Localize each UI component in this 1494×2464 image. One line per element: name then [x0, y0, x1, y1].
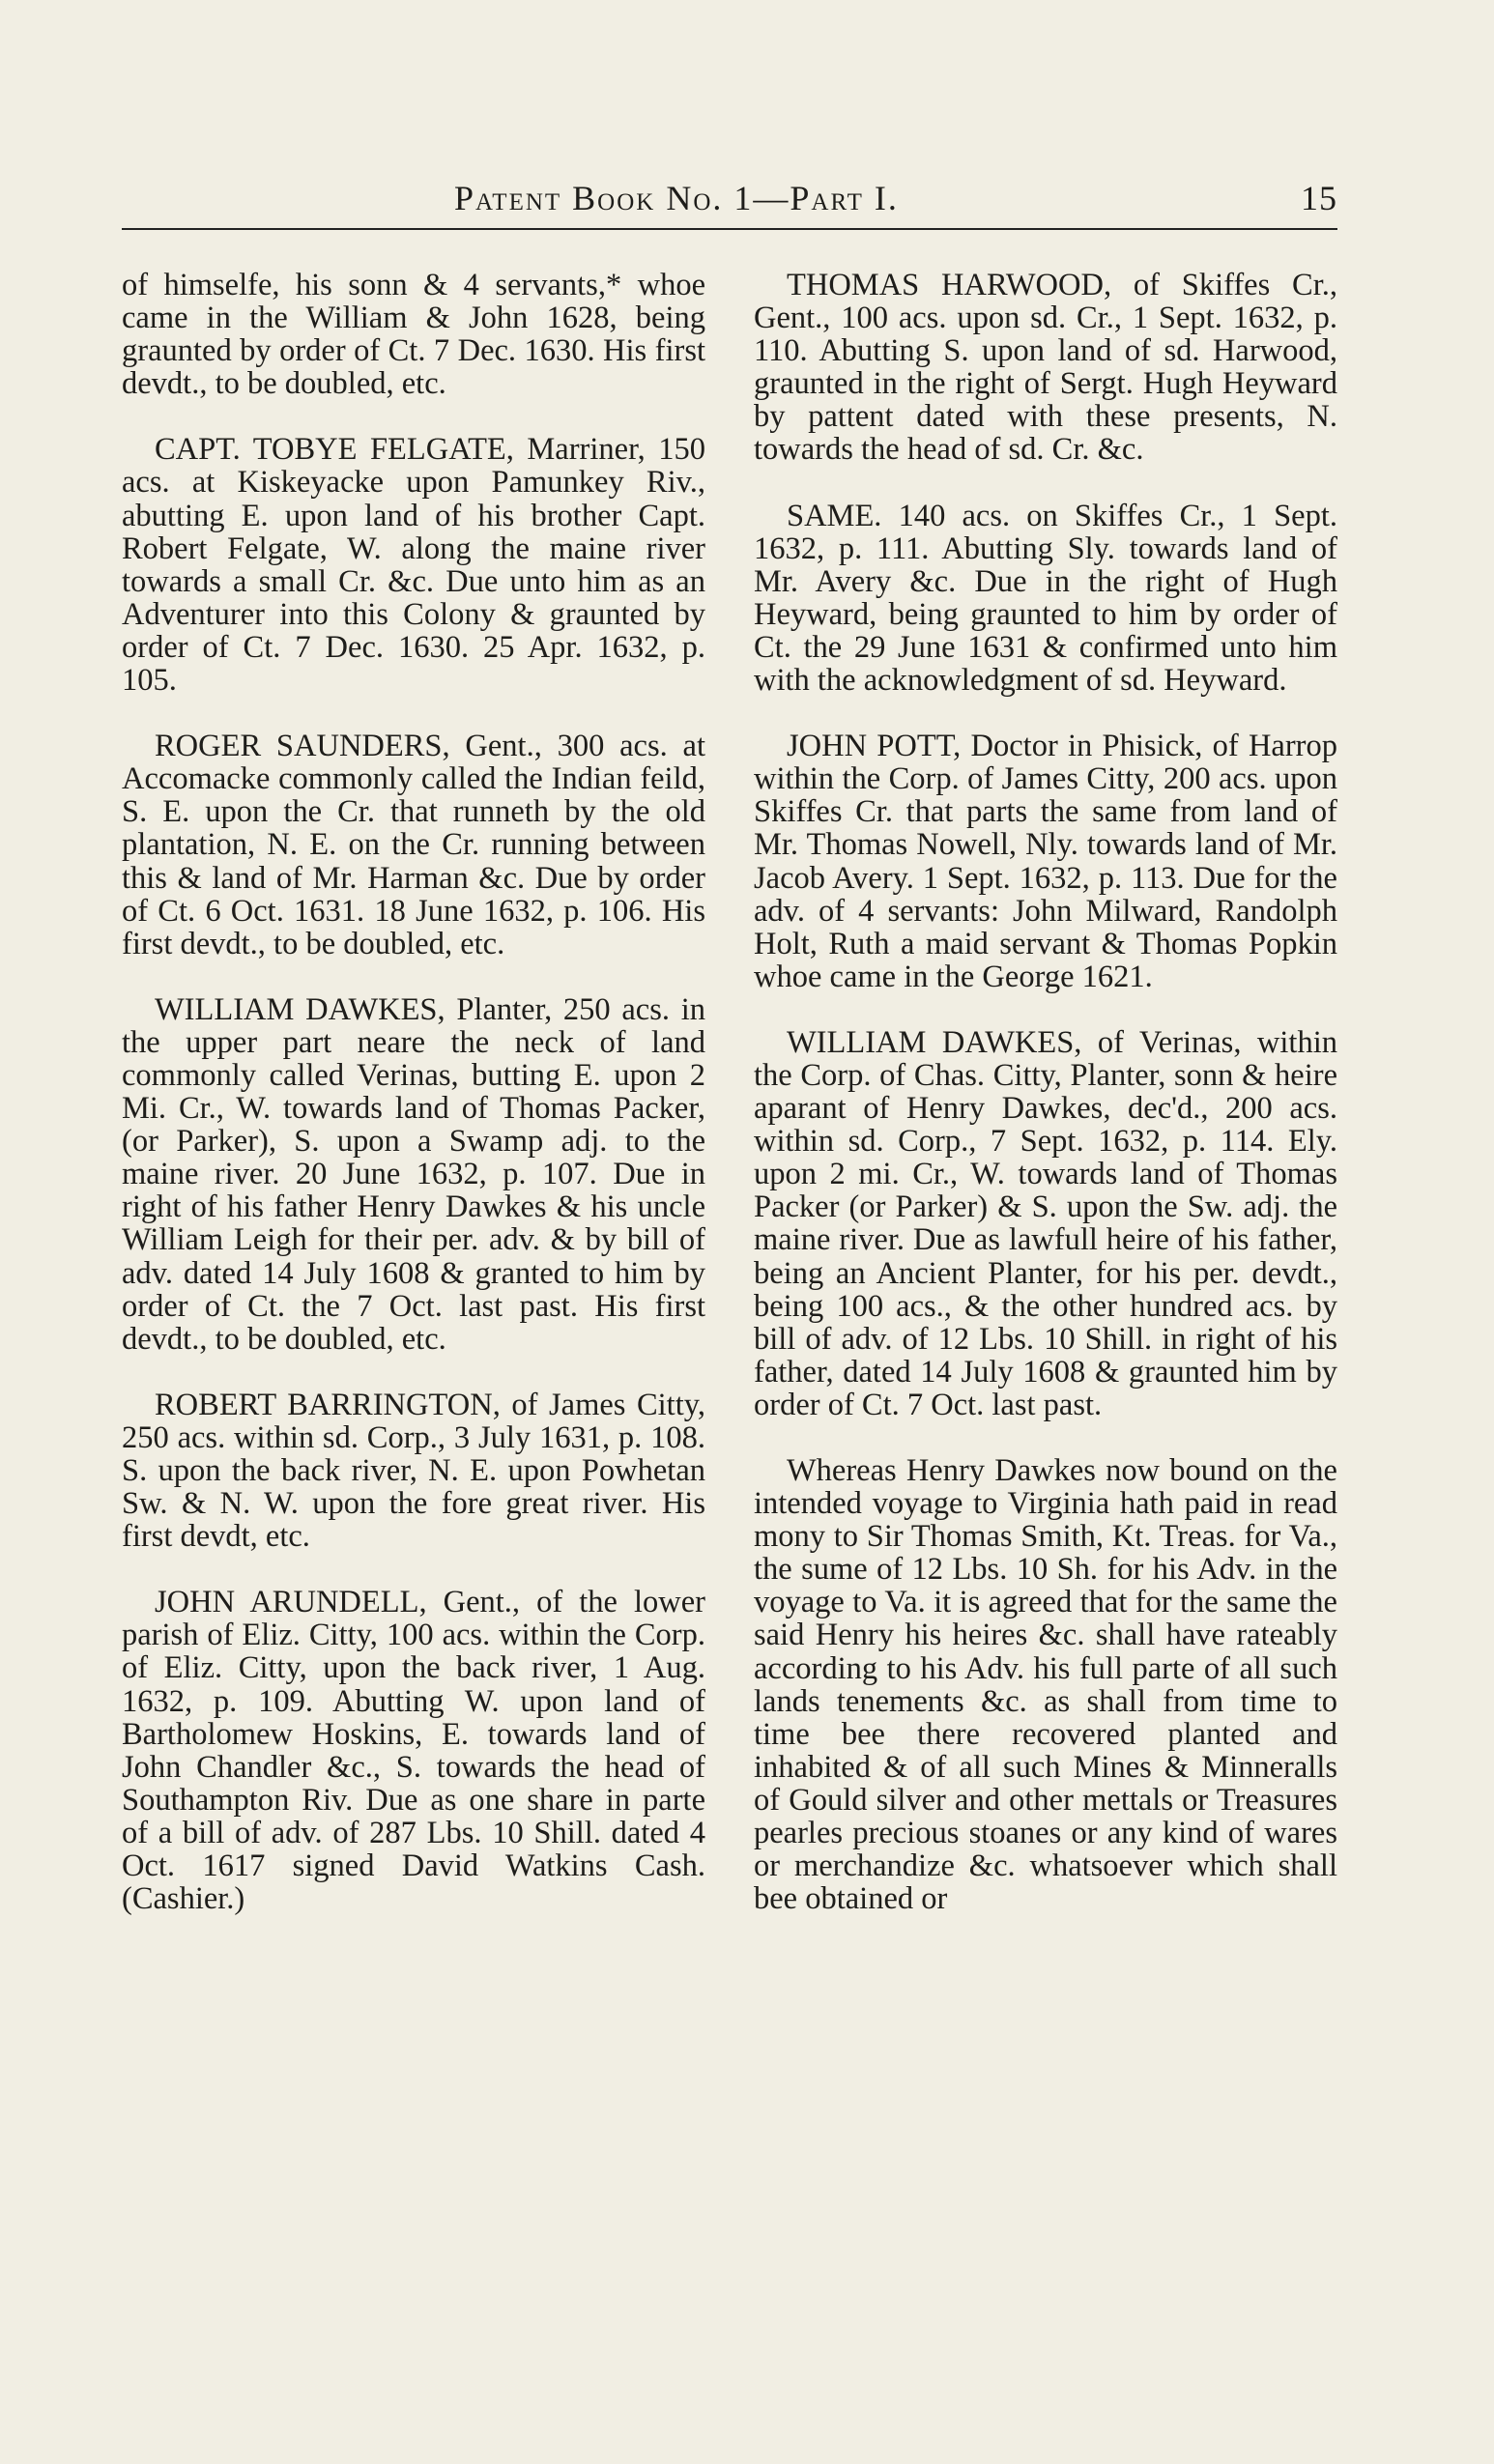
- running-head-title: Patent Book No. 1—Part I.: [454, 179, 899, 217]
- entry-harwood: THOMAS HARWOOD, of Skiffes Cr., Gent., 100 acs. upon sd. Cr., 1 Sept. 1632, p. 110. Abutting S. upon land of sd. Harwood, graunted in the right of Sergt. Hugh Heyward by pattent dated with these presents, N. towards the head of sd. Cr. &c.: [754, 268, 1337, 468]
- entry-dawkes-250: WILLIAM DAWKES, Planter, 250 acs. in the upper part neare the neck of land commonly called Verinas, butting E. upon 2 Mi. Cr., W. towards land of Thomas Packer, (or Parker), S. upon a Swamp adj. to the maine river. 20 June 1632, p. 107. Due in right of his father Henry Dawkes & his uncle William Leigh for their per. adv. & by bill of adv. dated 14 July 1608 & granted to him by order of Ct. the 7 Oct. last past. His first devdt., to be doubled, etc.: [122, 991, 705, 1357]
- entry-same-harwood: SAME. 140 acs. on Skiffes Cr., 1 Sept. 1632, p. 111. Abutting Sly. towards land of Mr. Avery &c. Due in the right of Hugh Heyward, being graunted to him by order of Ct. the 29 June 1631 & confirmed unto him with the acknowledgment of sd. Heyward.: [754, 498, 1337, 699]
- entry-felgate: CAPT. TOBYE FELGATE, Marriner, 150 acs. at Kiskeyacke upon Pamunkey Riv., abutting E. upon land of his brother Capt. Robert Felgate, W. along the maine river towards a small Cr. &c. Due unto him as an Adventurer into this Colony & graunted by order of Ct. 7 Dec. 1630. 25 Apr. 1632, p. 105.: [122, 432, 705, 699]
- entry-dawkes-200: WILLIAM DAWKES, of Verinas, within the Corp. of Chas. Citty, Planter, sonn & heire aparant of Henry Dawkes, dec'd., 200 acs. within sd. Corp., 7 Sept. 1632, p. 114. Ely. upon 2 mi. Cr., W. towards land of Thomas Packer (or Parker) & S. upon the Sw. adj. the maine river. Due as lawfull heire of his father, being an Ancient Planter, for his per. devdt., being 100 acs., & the other hundred acs. by bill of adv. of 12 Lbs. 10 Shill. in right of his father, dated 14 July 1608 & graunted him by order of Ct. 7 Oct. last past.: [754, 1024, 1337, 1422]
- header-rule: [122, 228, 1337, 230]
- running-header: [122, 172, 1337, 222]
- page-number: 15: [1301, 179, 1337, 217]
- left-column: [122, 269, 705, 1948]
- entry-barrington: ROBERT BARRINGTON, of James Citty, 250 acs. within sd. Corp., 3 July 1631, p. 108. S. upon the back river, N. E. upon Powhetan Sw. & N. W. upon the fore great river. His first devdt, etc.: [122, 1387, 705, 1555]
- entry-whereas-dawkes: Whereas Henry Dawkes now bound on the intended voyage to Virginia hath paid in read mony to Sir Thomas Smith, Kt. Treas. for Va., the sume of 12 Lbs. 10 Sh. for his Adv. in the voyage to Va. it is agreed that for the same the said Henry his heires &c. shall have rateably according to his Adv. his full parte of all such lands tenements &c. as shall from time to time bee there recovered planted and inhabited & of all such Mines & Minneralls of Gould silver and other mettals or Treasures pearles precious stoanes or any kind of wares or merchandize &c. whatsoever which shall bee obtained or: [754, 1453, 1337, 1917]
- entry-arundell: JOHN ARUNDELL, Gent., of the lower parish of Eliz. Citty, 100 acs. within the Corp. of Eliz. Citty, upon the back river, 1 Aug. 1632, p. 109. Abutting W. upon land of Bartholomew Hoskins, E. towards land of John Chandler &c., S. towards the head of Southampton Riv. Due as one share in parte of a bill of adv. of 287 Lbs. 10 Shill. dated 4 Oct. 1617 signed David Watkins Cash. (Cashier.): [122, 1585, 705, 1917]
- entry-pott: JOHN POTT, Doctor in Phisick, of Harrop within the Corp. of James Citty, 200 acs. upon Skiffes Cr. that parts the same from land of Mr. Thomas Nowell, Nly. towards land of Mr. Jacob Avery. 1 Sept. 1632, p. 113. Due for the adv. of 4 servants: John Milward, Randolph Holt, Ruth a maid servant & Thomas Popkin whoe came in the George 1621.: [754, 729, 1337, 994]
- entry-saunders: ROGER SAUNDERS, Gent., 300 acs. at Accomacke commonly called the Indian feild, S. E. upon the Cr. that runneth by the old plantation, N. E. on the Cr. running between this & land of Mr. Harman &c. Due by order of Ct. 6 Oct. 1631. 18 June 1632, p. 106. His first devdt., to be doubled, etc.: [122, 729, 705, 961]
- right-column: [754, 269, 1337, 1948]
- entry-continuation: of himselfe, his sonn & 4 servants,* whoe came in the William & John 1628, being graunted by order of Ct. 7 Dec. 1630. His first devdt., to be doubled, etc.: [122, 268, 705, 402]
